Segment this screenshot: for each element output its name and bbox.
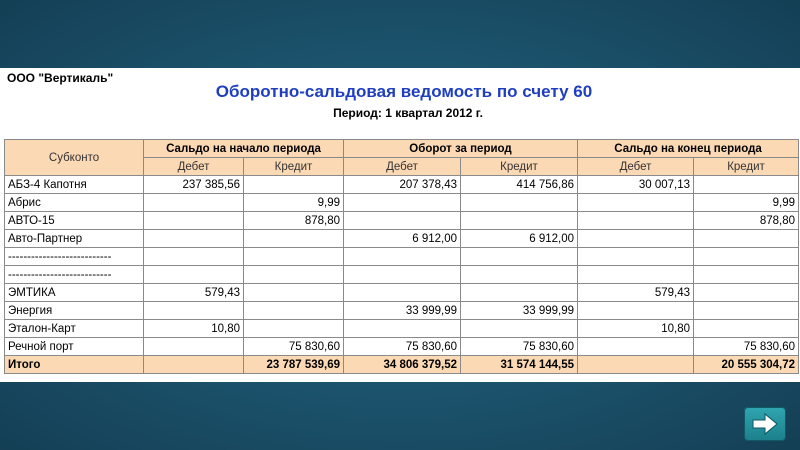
- cell-amount: [578, 338, 694, 356]
- table-row: [5, 230, 799, 248]
- cell-amount: [578, 212, 694, 230]
- cell-amount: [144, 212, 244, 230]
- cell-amount: [461, 194, 578, 212]
- cell-subkonto: Речной порт: [5, 338, 144, 356]
- group-opening-balance: Сальдо на начало периода: [144, 140, 344, 158]
- cell-amount: 878,80: [244, 212, 344, 230]
- cell-amount: [144, 230, 244, 248]
- cell-amount: [461, 284, 578, 302]
- cell-amount: 237 385,56: [144, 176, 244, 194]
- cell-amount: 75 830,60: [461, 338, 578, 356]
- total-row: [5, 356, 799, 374]
- cell-amount: [694, 302, 799, 320]
- cell-amount: [144, 338, 244, 356]
- balance-table: [4, 139, 799, 374]
- cell-amount: [461, 248, 578, 266]
- cell-amount: [694, 266, 799, 284]
- cell-amount: [578, 194, 694, 212]
- cell-subkonto: ---------------------------: [5, 248, 144, 266]
- cell-amount: 20 555 304,72: [694, 356, 799, 374]
- cell-amount: [344, 194, 461, 212]
- cell-subkonto: Абрис: [5, 194, 144, 212]
- col-subkonto: Субконто: [5, 140, 144, 176]
- cell-amount: [461, 212, 578, 230]
- cell-amount: 34 806 379,52: [344, 356, 461, 374]
- table-row: [5, 338, 799, 356]
- table-row: [5, 302, 799, 320]
- report-period: Период: 1 квартал 2012 г.: [333, 106, 483, 120]
- cell-amount: 31 574 144,55: [461, 356, 578, 374]
- cell-amount: 6 912,00: [344, 230, 461, 248]
- cell-amount: 6 912,00: [461, 230, 578, 248]
- table-row: [5, 266, 799, 284]
- cell-amount: [244, 302, 344, 320]
- cell-amount: [144, 266, 244, 284]
- table-row: [5, 194, 799, 212]
- cell-amount: [244, 248, 344, 266]
- cell-amount: [578, 230, 694, 248]
- col-closing-credit: Кредит: [694, 158, 799, 176]
- cell-amount: 579,43: [144, 284, 244, 302]
- group-closing-balance: Сальдо на конец периода: [578, 140, 799, 158]
- table-row: [5, 320, 799, 338]
- cell-amount: 878,80: [694, 212, 799, 230]
- cell-amount: [144, 302, 244, 320]
- cell-amount: [578, 356, 694, 374]
- cell-amount: [144, 356, 244, 374]
- cell-amount: [344, 248, 461, 266]
- table-row: [5, 212, 799, 230]
- cell-subkonto: АБЗ-4 Капотня: [5, 176, 144, 194]
- cell-amount: 33 999,99: [461, 302, 578, 320]
- cell-amount: [144, 248, 244, 266]
- cell-amount: [578, 266, 694, 284]
- cell-subkonto: АВТО-15: [5, 212, 144, 230]
- cell-amount: 9,99: [694, 194, 799, 212]
- col-turnover-debit: Дебет: [344, 158, 461, 176]
- company-name: ООО "Вертикаль": [7, 71, 114, 85]
- cell-amount: [344, 320, 461, 338]
- cell-amount: [244, 320, 344, 338]
- col-closing-debit: Дебет: [578, 158, 694, 176]
- cell-amount: [578, 248, 694, 266]
- cell-amount: 10,80: [144, 320, 244, 338]
- cell-amount: [244, 266, 344, 284]
- cell-amount: [244, 176, 344, 194]
- group-turnover: Оборот за период: [344, 140, 578, 158]
- cell-subkonto: ЭМТИКА: [5, 284, 144, 302]
- table-header-row: [5, 140, 799, 158]
- cell-amount: 75 830,60: [244, 338, 344, 356]
- cell-amount: 414 756,86: [461, 176, 578, 194]
- cell-amount: [344, 212, 461, 230]
- cell-amount: 207 378,43: [344, 176, 461, 194]
- cell-amount: 75 830,60: [694, 338, 799, 356]
- cell-amount: 30 007,13: [578, 176, 694, 194]
- table-row: [5, 176, 799, 194]
- cell-amount: [344, 266, 461, 284]
- cell-amount: 10,80: [578, 320, 694, 338]
- col-opening-credit: Кредит: [244, 158, 344, 176]
- cell-subkonto: ---------------------------: [5, 266, 144, 284]
- cell-subkonto: Авто-Партнер: [5, 230, 144, 248]
- report-title: Оборотно-сальдовая ведомость по счету 60: [215, 82, 593, 101]
- cell-amount: [694, 320, 799, 338]
- cell-amount: [244, 230, 344, 248]
- cell-amount: [344, 284, 461, 302]
- cell-amount: 75 830,60: [344, 338, 461, 356]
- cell-subkonto: Итого: [5, 356, 144, 374]
- table-row: [5, 248, 799, 266]
- cell-amount: [694, 176, 799, 194]
- cell-amount: [694, 284, 799, 302]
- cell-amount: 33 999,99: [344, 302, 461, 320]
- cell-amount: [694, 248, 799, 266]
- cell-subkonto: Энергия: [5, 302, 144, 320]
- cell-amount: [578, 302, 694, 320]
- table-row: [5, 284, 799, 302]
- col-turnover-credit: Кредит: [461, 158, 578, 176]
- col-opening-debit: Дебет: [144, 158, 244, 176]
- cell-amount: 579,43: [578, 284, 694, 302]
- cell-amount: [144, 194, 244, 212]
- cell-amount: 23 787 539,69: [244, 356, 344, 374]
- cell-amount: [244, 284, 344, 302]
- next-slide-button[interactable]: [744, 407, 786, 441]
- cell-amount: [461, 320, 578, 338]
- cell-subkonto: Эталон-Карт: [5, 320, 144, 338]
- report-sheet: [0, 68, 800, 382]
- arrow-right-icon: [751, 412, 779, 436]
- cell-amount: 9,99: [244, 194, 344, 212]
- cell-amount: [694, 230, 799, 248]
- cell-amount: [461, 266, 578, 284]
